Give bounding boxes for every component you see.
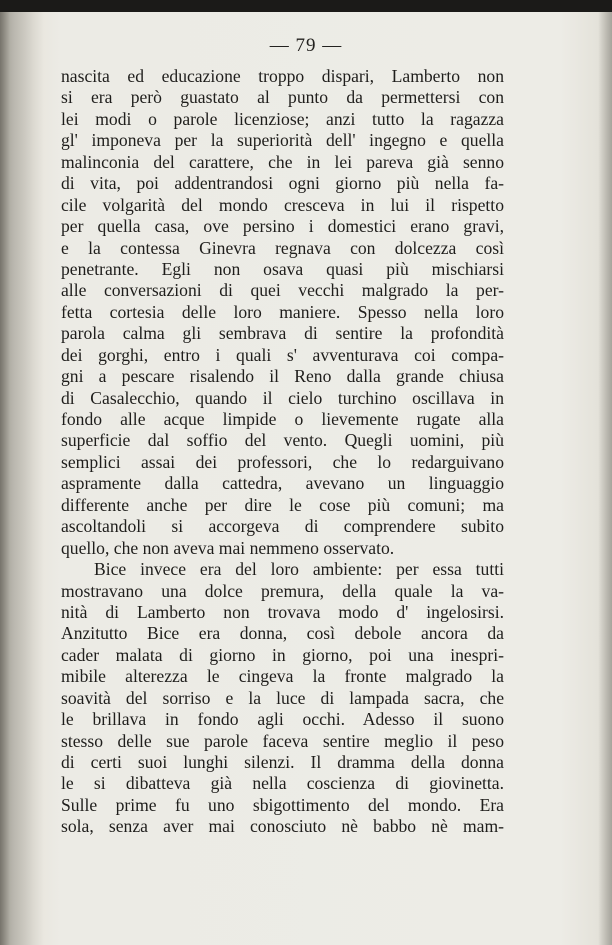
text-line: di vita, poi addentrandosi ogni giorno più nella fa- <box>61 173 504 194</box>
text-line: quello, che non aveva mai nemmeno osservato. <box>61 537 395 558</box>
text-line: cile volgarità del mondo cresceva in lui il rispetto <box>61 194 504 215</box>
text-line: malinconia del carattere, che in lei pareva già senno <box>61 151 504 172</box>
text-line: le si dibatteva già nella coscienza di giovinetta. <box>61 773 504 794</box>
text-line: le brillava in fondo agli occhi. Adesso il suono <box>61 709 504 730</box>
text-line: Bice invece era del loro ambiente: per essa tutti <box>94 559 504 580</box>
text-line: si era però guastato al punto da permettersi con <box>61 87 504 108</box>
text-line: fondo alle acque limpide o lievemente rugate alla <box>61 409 504 429</box>
text-line: di Casalecchio, quando il cielo turchino oscillava in <box>61 387 504 408</box>
text-line: parola calma gli sembrava di sentire la profondità <box>61 323 504 344</box>
text-line: lei modi o parole licenziose; anzi tutto la ragazza <box>61 108 504 129</box>
text-line: superficie dal soffio del vento. Quegli uomini, più <box>61 430 504 451</box>
text-line: mostravano una dolce premura, della quale la va- <box>61 580 504 601</box>
text-line: aspramente dalla cattedra, avevano un linguaggio <box>61 473 504 494</box>
text-line: sola, senza aver mai conosciuto nè babbo nè mam- <box>61 816 504 837</box>
text-line: gni a pescare risalendo il Reno dalla grande chiusa <box>61 366 504 387</box>
text-line: mibile alterezza le cingeva la fronte malgrado la <box>61 666 504 687</box>
text-line: differente anche per dire le cose più comuni; ma <box>61 494 504 515</box>
text-line: stesso delle sue parole faceva sentire meglio il peso <box>61 730 504 751</box>
text-line: alle conversazioni di quei vecchi malgrado la per- <box>61 280 504 301</box>
text-line: soavità del sorriso e la luce di lampada sacra, che <box>61 687 504 708</box>
text-line: e la contessa Ginevra regnava con dolcezza così <box>61 237 504 258</box>
text-line: gl' imponeva per la superiorità dell' ingegno e quella <box>61 130 504 151</box>
page-number: — 79 — <box>269 35 343 56</box>
text-line: dei gorghi, entro i quali s' avventurava coi compa- <box>61 344 504 365</box>
page-edge <box>598 12 612 945</box>
text-line: per quella casa, ove persino i domestici erano gravi, <box>61 216 504 237</box>
text-line: fetta cortesia delle loro maniere. Spesso nella loro <box>61 301 504 322</box>
text-line: Sulle prime fu uno sbigottimento del mondo. Era <box>61 794 504 815</box>
spine-shadow <box>0 12 44 945</box>
text-line: di certi suoi lunghi silenzi. Il dramma della donna <box>61 752 504 772</box>
text-line: cader malata di giorno in giorno, poi una inespri- <box>61 644 504 665</box>
text-line: Anzitutto Bice era donna, così debole ancora da <box>61 623 504 644</box>
text-line: nascita ed educazione troppo dispari, Lamberto non <box>61 66 504 86</box>
body-text <box>61 66 504 838</box>
text-line: nità di Lamberto non trovava modo d' ingelosirsi. <box>61 601 504 622</box>
text-line: penetrante. Egli non osava quasi più mischiarsi <box>61 258 504 279</box>
text-line: semplici assai dei professori, che lo redarguivano <box>61 451 504 472</box>
text-line: ascoltandoli si accorgeva di comprendere subito <box>61 516 504 537</box>
